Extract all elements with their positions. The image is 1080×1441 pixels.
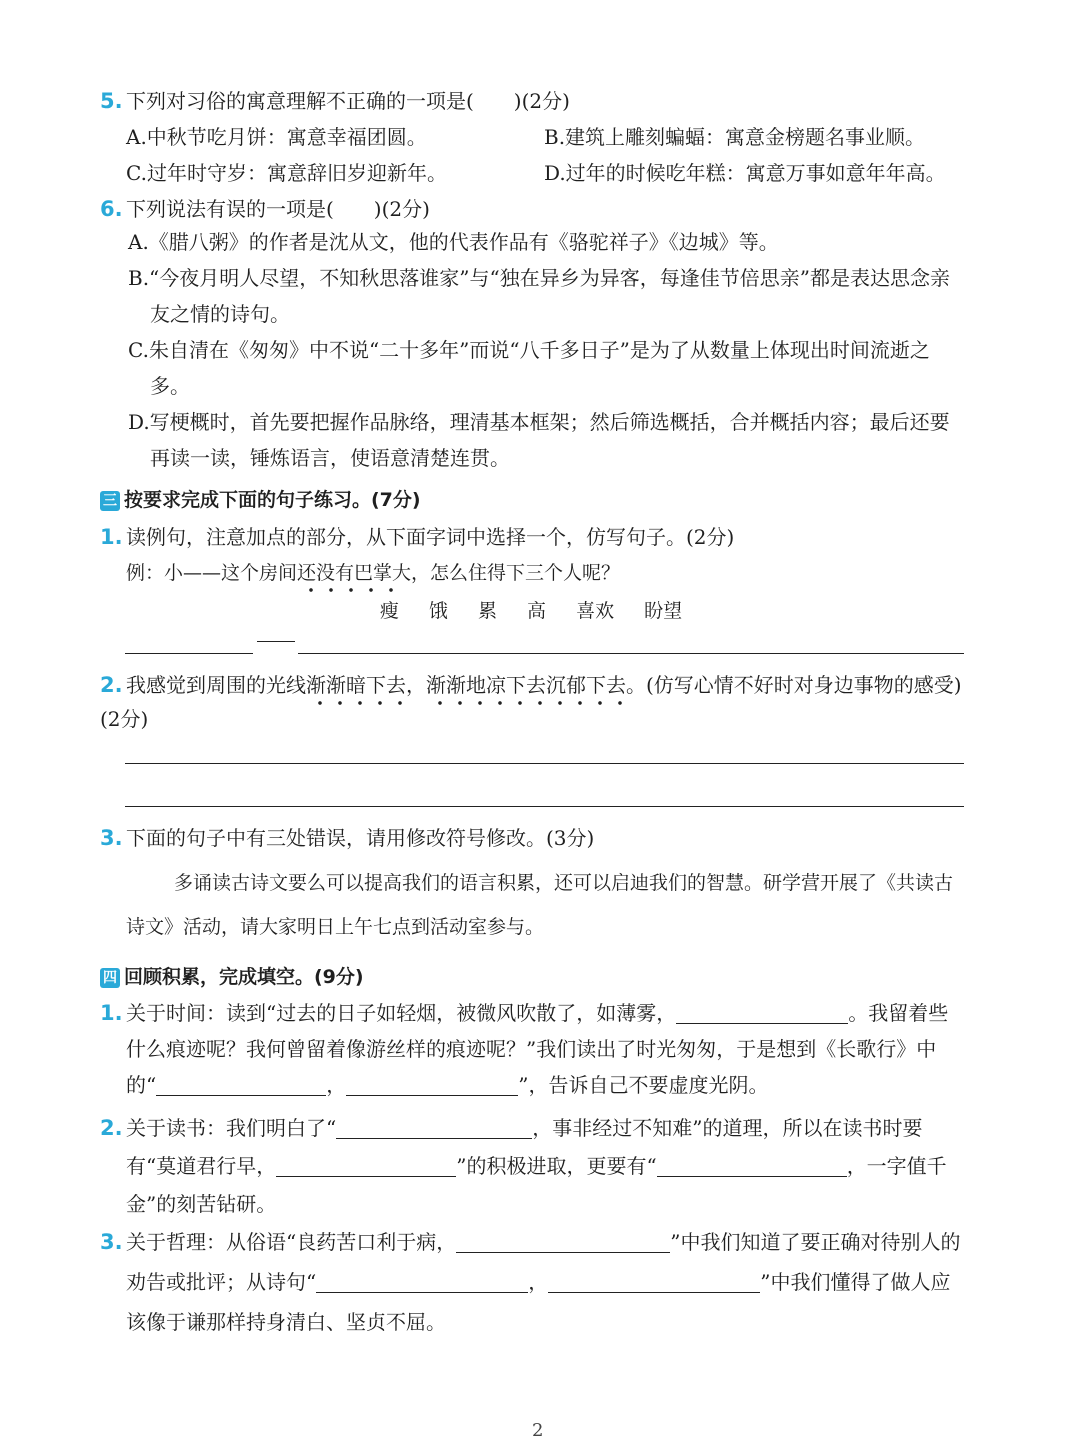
word-choice[interactable]: 喜欢 — [576, 600, 615, 622]
section-badge: 三 — [100, 491, 120, 511]
answer-blank-word[interactable] — [125, 653, 253, 654]
option-d[interactable]: D.写梗概时，首先要把握作品脉络，理清基本框架；然后筛选概括，合并概括内容；最后还要再读一读，锤炼语言，使语意清楚连贯。 — [128, 410, 950, 470]
s3-question-2: 2. 我感觉到周围的光线渐渐暗下去，渐渐地凉下去沉郁下去。(仿写心情不好时对身边事物的感受)(2分) — [100, 668, 962, 736]
question-5 — [100, 86, 962, 188]
question-stem: 下列对习俗的寓意理解不正确的一项是( )(2分) — [126, 89, 570, 113]
dotted-emphasis: 渐渐暗下去 — [306, 673, 406, 697]
dotted-emphasis: 还没有巴掌大 — [297, 562, 412, 584]
question-number: 2. — [100, 1116, 123, 1140]
fill-blank[interactable] — [276, 1154, 456, 1177]
option-a[interactable]: A.《腊八粥》的作者是沈从文，他的代表作品有《骆驼祥子》《边城》等。 — [128, 230, 779, 254]
s4-question-3: 3. 关于哲理：从俗语“良药苦口利于病， ”中我们知道了要正确对待别人的劝告或批评；从诗句“ ， ”中我们懂得了做人应该像于谦那样持身清白、坚贞不屈。 — [100, 1222, 962, 1342]
question-stem: 下列说法有误的一项是( )(2分) — [126, 197, 430, 221]
question-6 — [100, 194, 962, 476]
section-4-heading — [100, 962, 962, 992]
word-choice[interactable]: 高 — [527, 600, 547, 622]
option-b[interactable]: B.“今夜月明人尽望，不知秋思落谁家”与“独在异乡为异客，每逢佳节倍思亲”都是表达思念亲友之情的诗句。 — [128, 266, 950, 326]
fill-blank[interactable] — [657, 1154, 847, 1177]
option-a[interactable]: A.中秋节吃月饼：寓意幸福团圆。 — [126, 125, 427, 149]
question-number: 3. — [100, 1230, 123, 1254]
section-badge: 四 — [100, 968, 120, 988]
answer-line[interactable] — [125, 763, 964, 764]
section-title: 按要求完成下面的句子练习。(7分) — [124, 489, 421, 511]
option-d[interactable]: D.过年的时候吃年糕：寓意万事如意年年高。 — [544, 161, 946, 185]
word-choice[interactable]: 盼望 — [644, 600, 683, 622]
fill-blank[interactable] — [456, 1230, 670, 1253]
fill-blank[interactable] — [316, 1270, 528, 1293]
option-c[interactable]: C.朱自清在《匆匆》中不说“二十多年”而说“八千多日子”是为了从数量上体现出时间流逝之多。 — [128, 338, 930, 398]
question-number: 6. — [100, 197, 123, 221]
section-3-heading — [100, 485, 962, 515]
question-stem: 下面的句子中有三处错误，请用修改符号修改。(3分) — [126, 826, 595, 850]
word-choices — [100, 596, 962, 623]
s4-question-2: 2. 关于读书：我们明白了“ ，事非经过不知难”的道理，所以在读书时要有“莫道君行早， ”的积极进取，更要有“ ，一字值千金”的刻苦钻研。 — [100, 1109, 962, 1223]
question-stem: 读例句，注意加点的部分，从下面字词中选择一个，仿写句子。(2分) — [126, 525, 735, 549]
example-sentence: 例：小——这个房间还没有巴掌大，怎么住得下三个人呢？ — [126, 562, 621, 584]
page-number: 2 — [532, 1420, 544, 1441]
question-number: 1. — [100, 525, 123, 549]
dotted-emphasis: 渐渐地凉下去沉郁下去 — [426, 673, 626, 697]
s3-question-3 — [100, 823, 962, 949]
answer-dash — [257, 641, 295, 642]
option-b[interactable]: B.建筑上雕刻蝙蝠：寓意金榜题名事业顺。 — [544, 125, 926, 149]
question-number: 3. — [100, 826, 123, 850]
fill-blank[interactable] — [676, 1001, 848, 1024]
fill-blank[interactable] — [548, 1270, 760, 1293]
word-choice[interactable]: 累 — [477, 600, 497, 622]
s4-question-1: 1. 关于时间：读到“过去的日子如轻烟，被微风吹散了，如薄雾， 。我留着些什么痕迹呢？我何曾留着像游丝样的痕迹呢？”我们读出了时光匆匆，于是想到《长歌行》中的“ ， ”，告诉自己不要虚度光阴。 — [100, 995, 962, 1103]
fill-blank[interactable] — [336, 1116, 532, 1139]
answer-line[interactable] — [125, 806, 964, 807]
question-number: 1. — [100, 1001, 123, 1025]
fill-blank[interactable] — [346, 1073, 518, 1096]
question-number: 5. — [100, 89, 123, 113]
option-c[interactable]: C.过年时守岁：寓意辞旧岁迎新年。 — [126, 161, 447, 185]
section-title: 回顾积累，完成填空。(9分) — [124, 966, 364, 988]
word-choice[interactable]: 饿 — [428, 600, 448, 622]
s3-question-1 — [100, 522, 962, 623]
question-number: 2. — [100, 673, 123, 697]
error-paragraph: 多诵读古诗文要么可以提高我们的语言积累，还可以启迪我们的智慧。研学营开展了《共读古诗文》活动，请大家明日上午七点到活动室参与。 — [126, 872, 954, 938]
fill-blank[interactable] — [156, 1073, 326, 1096]
answer-line[interactable] — [298, 653, 964, 654]
word-choice[interactable]: 瘦 — [379, 600, 399, 622]
